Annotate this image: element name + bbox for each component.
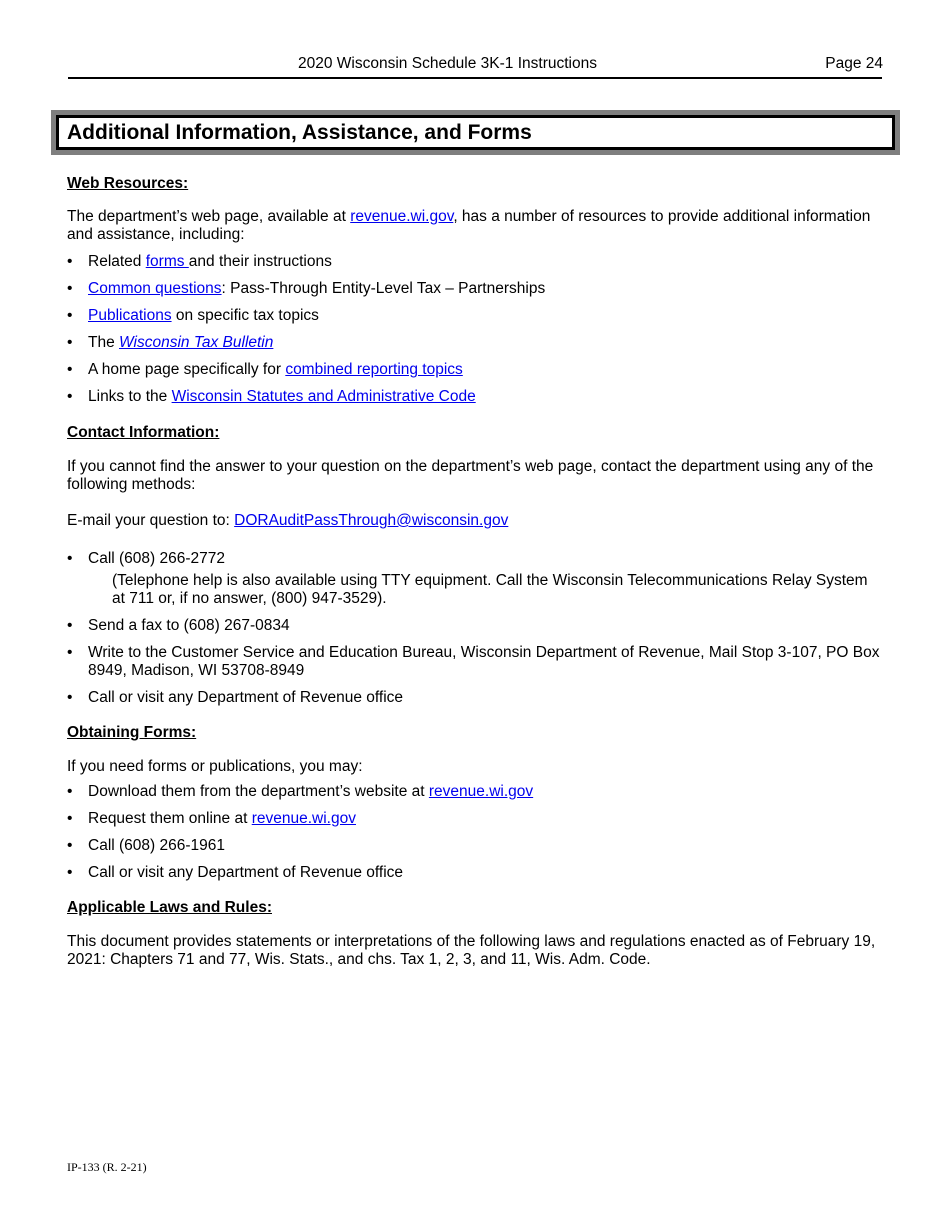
header-rule bbox=[68, 77, 882, 79]
web-intro: The department’s web page, available at revenue.wi.gov, has a number of resources to provide additional information and assistance, including: bbox=[67, 208, 871, 243]
list-item: • Call or visit any Department of Revenue office bbox=[67, 689, 883, 707]
list-item: • Download them from the department’s website at revenue.wi.gov bbox=[67, 783, 883, 801]
email-link[interactable]: DORAuditPassThrough@wisconsin.gov bbox=[234, 512, 509, 529]
obtaining-forms-heading: Obtaining Forms: bbox=[67, 724, 197, 741]
contact-heading: Contact Information: bbox=[67, 424, 220, 441]
contact-list-2 bbox=[67, 617, 883, 707]
web-resources-list bbox=[67, 253, 883, 406]
list-item: • Call (608) 266-1961 bbox=[67, 837, 883, 855]
download-link[interactable]: revenue.wi.gov bbox=[428, 783, 534, 800]
list-item: • Send a fax to (608) 267-0834 bbox=[67, 617, 883, 635]
header-title: 2020 Wisconsin Schedule 3K-1 Instructions bbox=[298, 55, 597, 72]
list-item: • Write to the Customer Service and Education Bureau, Wisconsin Department of Revenue, Mail Stop 3-107, PO Box 8949, Madison, WI 53708-8949 bbox=[67, 644, 883, 680]
form-id-footer: IP-133 (R. 2-21) bbox=[67, 1160, 147, 1174]
list-item: • Links to the Wisconsin Statutes and Administrative Code bbox=[67, 388, 883, 406]
list-item: • A home page specifically for combined reporting topics bbox=[67, 361, 883, 379]
forms-link[interactable]: forms bbox=[145, 253, 189, 270]
publications-link[interactable]: Publications bbox=[88, 307, 172, 324]
contact-list bbox=[67, 550, 883, 568]
page-content bbox=[67, 175, 883, 969]
list-item: • Call (608) 266-2772 bbox=[67, 550, 883, 568]
forms-intro: If you need forms or publications, you may: bbox=[67, 758, 363, 775]
list-item: • Common questions: Pass-Through Entity-Level Tax – Partnerships bbox=[67, 280, 883, 298]
list-item: • The Wisconsin Tax Bulletin bbox=[67, 334, 883, 352]
forms-list bbox=[67, 783, 883, 882]
statutes-link[interactable]: Wisconsin Statutes and Administrative Code bbox=[171, 388, 476, 405]
list-item: • Request them online at revenue.wi.gov bbox=[67, 810, 883, 828]
email-line: E-mail your question to: DORAuditPassThrough@wisconsin.gov bbox=[67, 512, 509, 529]
section-banner-title: Additional Information, Assistance, and Forms bbox=[56, 115, 895, 150]
combined-reporting-link[interactable]: combined reporting topics bbox=[285, 361, 463, 378]
page-number: Page 24 bbox=[825, 55, 883, 72]
list-item: • Call or visit any Department of Revenue office bbox=[67, 864, 883, 882]
common-questions-link[interactable]: Common questions bbox=[88, 280, 222, 297]
request-link[interactable]: revenue.wi.gov bbox=[251, 810, 356, 827]
tty-note: (Telephone help is also available using TTY equipment. Call the Wisconsin Telecommunications Relay System at 711 or, if no answer, (800) 947-3529). bbox=[112, 572, 868, 607]
list-item: • Related forms and their instructions bbox=[67, 253, 883, 271]
web-resources-heading: Web Resources: bbox=[67, 175, 189, 192]
section-banner bbox=[51, 110, 900, 155]
list-item: • Publications on specific tax topics bbox=[67, 307, 883, 325]
tax-bulletin-link[interactable]: Wisconsin Tax Bulletin bbox=[119, 334, 274, 351]
laws-text: This document provides statements or interpretations of the following laws and regulations enacted as of February 19, 2021: Chapters 71 and 77, Wis. Stats., and chs. Tax 1, 2, 3, and 11, Wis. Adm. Code. bbox=[67, 933, 876, 968]
contact-intro: If you cannot find the answer to your question on the department’s web page, contact the department using any of the following methods: bbox=[67, 458, 874, 493]
laws-heading: Applicable Laws and Rules: bbox=[67, 899, 272, 916]
revenue-link[interactable]: revenue.wi.gov bbox=[350, 208, 454, 225]
